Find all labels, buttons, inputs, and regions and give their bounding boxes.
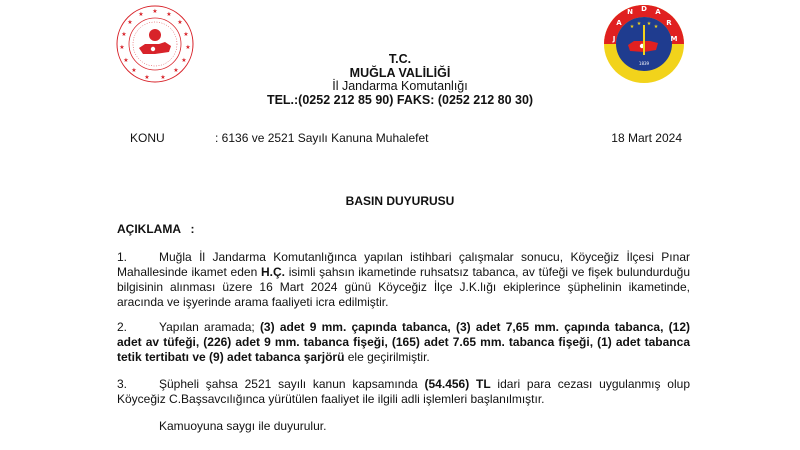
svg-text:★: ★ — [152, 8, 158, 15]
paragraph-bold-text: H.Ç. — [261, 265, 285, 279]
svg-text:★: ★ — [177, 19, 183, 26]
paragraph-3 — [117, 377, 690, 407]
svg-text:★: ★ — [636, 21, 642, 27]
svg-text:D: D — [641, 5, 647, 13]
svg-text:★: ★ — [166, 11, 172, 18]
paragraph-text: ele geçirilmiştir. — [344, 350, 430, 364]
svg-text:★: ★ — [646, 21, 652, 27]
paragraph-text: isimli şahsın ikametinde ruhsatsız tabanca, av tüfeği ve fişek bulundurduğu bilgisinin alınması üzere 16 Mart 2024 günü Köyceğiz İlçe J.K.lığı ekiplerince şüphelinin ikametinde, aracında ve işyerinde arama faaliyeti icra edilmiştir. — [117, 265, 690, 309]
svg-text:M: M — [670, 35, 678, 43]
closing-statement: Kamuoyuna saygı ile duyurulur. — [159, 419, 327, 433]
paragraph-1 — [117, 250, 690, 310]
svg-text:★: ★ — [119, 44, 125, 51]
subject-label: KONU — [130, 131, 165, 145]
subject-value: : 6136 ve 2521 Sayılı Kanuna Muhalefet — [215, 131, 429, 145]
seal-icon — [115, 4, 195, 84]
ministry-seal-logo — [115, 4, 195, 84]
svg-text:★: ★ — [185, 44, 191, 51]
svg-text:A: A — [616, 19, 622, 27]
jandarma-emblem-logo — [600, 3, 688, 85]
svg-text:★: ★ — [131, 67, 137, 74]
jandarma-emblem-icon — [600, 3, 688, 85]
svg-text:★: ★ — [183, 31, 189, 38]
svg-text:★: ★ — [653, 24, 659, 30]
svg-text:A: A — [655, 8, 661, 16]
svg-text:J: J — [612, 35, 616, 43]
header-governorship: MUĞLA VALİLİĞİ — [349, 65, 451, 80]
paragraph-text: idari para cezası uygulanmış olup Köyceğiz C.Başsavcılığınca yürütülen faaliyet ile ilgili adli işlemleri başlanılmıştır. — [117, 377, 690, 406]
paragraph-number: 1. — [117, 250, 128, 264]
header-command: İl Jandarma Komutanlığı — [332, 79, 468, 93]
paragraph-bold-text: (54.456) TL — [424, 377, 491, 391]
explanation-label: AÇIKLAMA : — [117, 222, 195, 236]
svg-text:★: ★ — [144, 74, 150, 81]
svg-text:★: ★ — [138, 11, 144, 18]
svg-text:★: ★ — [173, 67, 179, 74]
svg-text:1839: 1839 — [638, 61, 650, 66]
svg-text:R: R — [666, 19, 672, 27]
paragraph-text: Yapılan aramada; — [159, 320, 260, 334]
paragraph-bold-text: (3) adet 9 mm. çapında tabanca, (3) adet 7,65 mm. çapında tabanca, (12) adet av tüfeği, (226) adet 9 mm. tabanca fişeği, (165) adet 7.65 mm. tabanca fişeği, (1) adet tabanca tetik tertibatı ve (9) adet tabanca şarjörü — [117, 320, 690, 364]
svg-text:★: ★ — [181, 57, 187, 64]
paragraph-number: 2. — [117, 320, 128, 334]
letterhead — [200, 53, 600, 107]
document-date: 18 Mart 2024 — [611, 131, 682, 145]
svg-text:★: ★ — [123, 57, 129, 64]
paragraph-text: Muğla İl Jandarma Komutanlığınca yapılan istihbari çalışmalar sonucu, Köyceğiz İlçesi Pınar Mahallesinde ikamet eden — [117, 250, 690, 279]
svg-text:★: ★ — [629, 24, 635, 30]
svg-text:★: ★ — [160, 74, 166, 81]
paragraph-text: Şüpheli şahsa 2521 sayılı kanun kapsamında — [159, 377, 425, 391]
header-contact: TEL.:(0252 212 85 90) FAKS: (0252 212 80 30) — [266, 92, 534, 107]
svg-text:★: ★ — [121, 31, 127, 38]
paragraph-number: 3. — [117, 377, 128, 391]
svg-text:★: ★ — [127, 19, 133, 26]
paragraph-2 — [117, 320, 690, 365]
svg-text:N: N — [627, 8, 633, 16]
document-title: BASIN DUYURUSU — [345, 194, 455, 208]
header-tc: T.C. — [388, 52, 412, 66]
